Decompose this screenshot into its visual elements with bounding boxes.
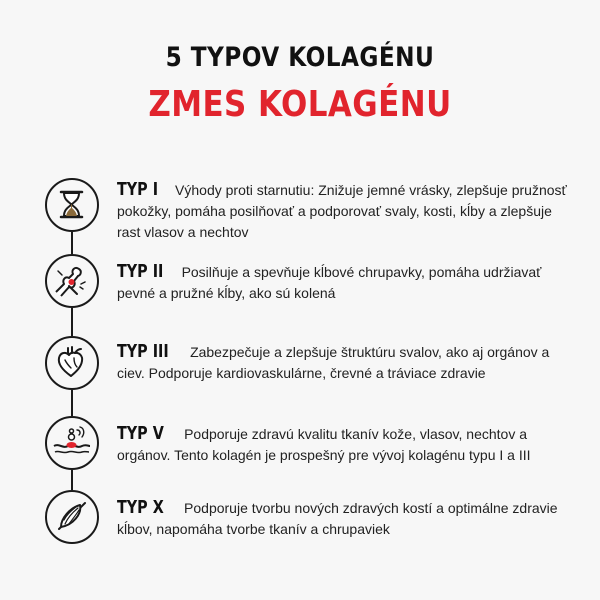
- muscle-icon: [45, 490, 99, 544]
- type-label: TYP V: [117, 424, 164, 444]
- type-description: [117, 424, 567, 466]
- type-text: Zabezpečuje a zlepšuje štruktúru svalov, ako aj orgánov a ciev. Podporuje kardiovaskulárne, črevné a tráviace zdravie: [117, 344, 550, 381]
- page-title: 5 TYPOV KOLAGÉNU: [165, 42, 435, 73]
- type-label: TYP II: [117, 262, 164, 282]
- type-text: Podporuje tvorbu nových zdravých kostí a optimálne zdravie kĺbov, napomáha tvorbe tkanív a chrupaviek: [117, 500, 558, 537]
- hourglass-icon: [45, 178, 99, 232]
- connector-line: [71, 470, 73, 490]
- type-label: TYP III: [117, 342, 169, 362]
- connector-line: [71, 390, 73, 416]
- connector-line: [71, 308, 73, 336]
- type-text: Výhody proti starnutiu: Znižuje jemné vrásky, zlepšuje pružnosť pokožky, pomáha posilňovať a podporovať svaly, kosti, kĺby a zlepšuje rast vlasov a nechtov: [117, 182, 567, 240]
- type-description: [117, 180, 567, 243]
- skin-layer-icon: [45, 416, 99, 470]
- heart-icon: [45, 336, 99, 390]
- type-text: Posilňuje a spevňuje kĺbové chrupavky, pomáha udržiavať pevné a pružné kĺby, ako sú kolená: [117, 264, 542, 301]
- type-label: TYP X: [117, 498, 164, 518]
- type-text: Podporuje zdravú kvalitu tkanív kože, vlasov, nechtov a orgánov. Tento kolagén je prospešný pre vývoj kolagénu typu I a III: [117, 426, 531, 463]
- page-subtitle: ZMES KOLAGÉNU: [148, 84, 452, 125]
- joint-icon: [45, 254, 99, 308]
- connector-line: [71, 232, 73, 254]
- type-description: [117, 342, 567, 384]
- type-description: [117, 498, 567, 540]
- type-description: [117, 262, 567, 304]
- type-label: TYP I: [117, 180, 159, 200]
